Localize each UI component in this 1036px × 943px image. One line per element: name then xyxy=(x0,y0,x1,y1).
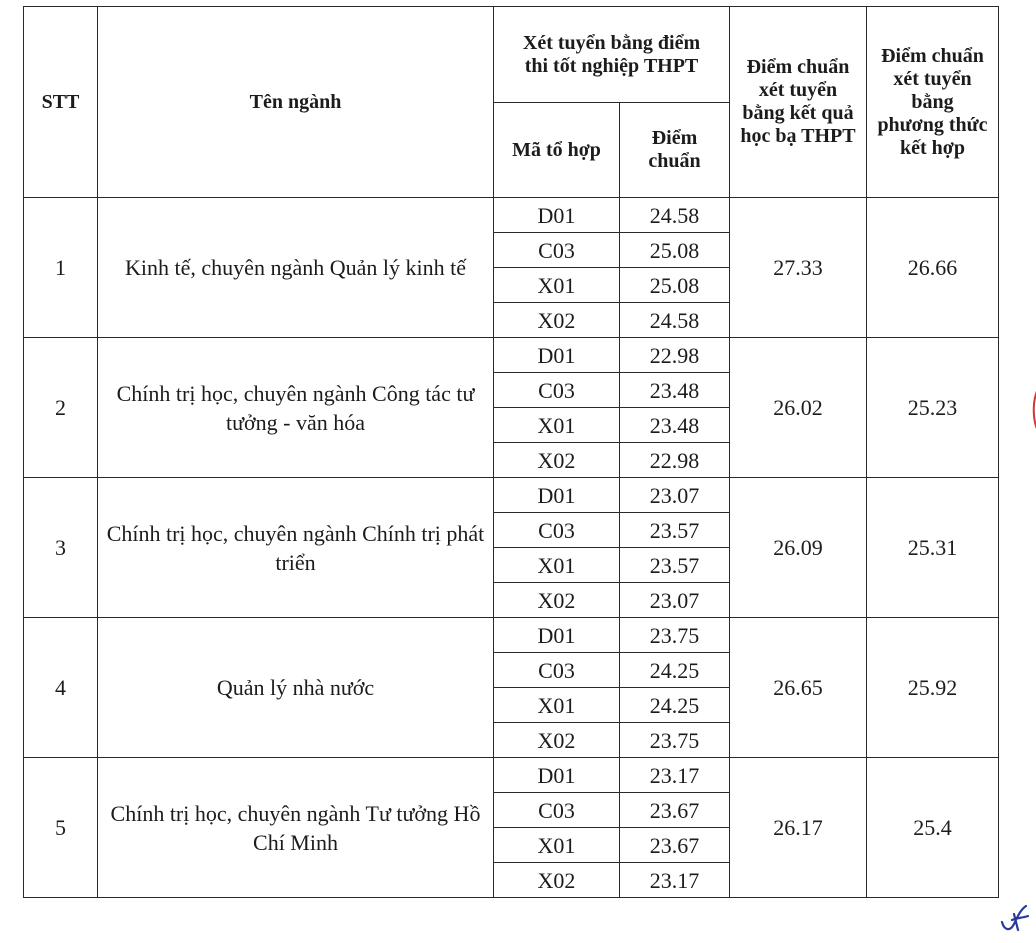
cutoff-score-cell: 23.07 xyxy=(620,583,730,618)
combination-code-cell: X01 xyxy=(494,828,620,863)
combination-code-cell: C03 xyxy=(494,233,620,268)
transcript-cutoff-cell: 26.09 xyxy=(730,478,867,618)
combination-code-cell: D01 xyxy=(494,338,620,373)
combination-code-cell: X01 xyxy=(494,408,620,443)
table-row xyxy=(24,198,999,233)
table-header xyxy=(24,7,999,198)
combination-code-cell: D01 xyxy=(494,478,620,513)
combination-code-cell: X02 xyxy=(494,723,620,758)
combined-cutoff-cell: 25.4 xyxy=(867,758,999,898)
combined-cutoff-cell: 26.66 xyxy=(867,198,999,338)
cutoff-score-cell: 23.17 xyxy=(620,758,730,793)
cutoff-score-cell: 24.25 xyxy=(620,688,730,723)
cutoff-score-cell: 25.08 xyxy=(620,233,730,268)
margin-stamp-edge xyxy=(1028,385,1036,435)
combination-code-cell: X02 xyxy=(494,863,620,898)
combined-cutoff-cell: 25.23 xyxy=(867,338,999,478)
header-major-name: Tên ngành xyxy=(98,7,494,198)
transcript-cutoff-cell: 27.33 xyxy=(730,198,867,338)
stt-cell: 4 xyxy=(24,618,98,758)
cutoff-score-cell: 23.48 xyxy=(620,373,730,408)
major-name-cell: Kinh tế, chuyên ngành Quản lý kinh tế xyxy=(98,198,494,338)
table-row xyxy=(24,618,999,653)
signature-mark xyxy=(996,896,1036,936)
cutoff-score-cell: 23.17 xyxy=(620,863,730,898)
combination-code-cell: C03 xyxy=(494,793,620,828)
cutoff-score-cell: 23.07 xyxy=(620,478,730,513)
cutoff-score-cell: 24.58 xyxy=(620,198,730,233)
header-transcript-cutoff: Điểm chuẩn xét tuyển bằng kết quả học bạ THPT xyxy=(730,7,867,198)
major-name-cell: Chính trị học, chuyên ngành Tư tưởng Hồ Chí Minh xyxy=(98,758,494,898)
combination-code-cell: D01 xyxy=(494,758,620,793)
combination-code-cell: X02 xyxy=(494,303,620,338)
header-cutoff-score: Điểm chuẩn xyxy=(620,103,730,198)
header-row-top xyxy=(24,7,999,103)
combination-code-cell: X01 xyxy=(494,268,620,303)
combination-code-cell: X01 xyxy=(494,548,620,583)
stt-cell: 1 xyxy=(24,198,98,338)
combination-code-cell: C03 xyxy=(494,513,620,548)
combined-cutoff-cell: 25.31 xyxy=(867,478,999,618)
combination-code-cell: D01 xyxy=(494,198,620,233)
stt-cell: 5 xyxy=(24,758,98,898)
cutoff-score-cell: 22.98 xyxy=(620,338,730,373)
cutoff-score-cell: 23.48 xyxy=(620,408,730,443)
combination-code-cell: D01 xyxy=(494,618,620,653)
table-body xyxy=(24,198,999,898)
cutoff-score-cell: 23.75 xyxy=(620,723,730,758)
combined-cutoff-cell: 25.92 xyxy=(867,618,999,758)
stt-cell: 2 xyxy=(24,338,98,478)
header-combined-cutoff: Điểm chuẩn xét tuyển bằng phương thức kết hợp xyxy=(867,7,999,198)
table-row xyxy=(24,338,999,373)
cutoff-score-cell: 23.57 xyxy=(620,548,730,583)
major-name-cell: Quản lý nhà nước xyxy=(98,618,494,758)
admission-score-table xyxy=(23,6,999,898)
major-name-cell: Chính trị học, chuyên ngành Chính trị phát triển xyxy=(98,478,494,618)
combination-code-cell: C03 xyxy=(494,653,620,688)
combination-code-cell: C03 xyxy=(494,373,620,408)
transcript-cutoff-cell: 26.02 xyxy=(730,338,867,478)
cutoff-score-cell: 23.67 xyxy=(620,793,730,828)
stt-cell: 3 xyxy=(24,478,98,618)
table-row xyxy=(24,758,999,793)
header-stt: STT xyxy=(24,7,98,198)
transcript-cutoff-cell: 26.65 xyxy=(730,618,867,758)
cutoff-score-cell: 24.58 xyxy=(620,303,730,338)
combination-code-cell: X01 xyxy=(494,688,620,723)
cutoff-score-cell: 25.08 xyxy=(620,268,730,303)
combination-code-cell: X02 xyxy=(494,583,620,618)
cutoff-score-cell: 23.57 xyxy=(620,513,730,548)
cutoff-score-cell: 23.75 xyxy=(620,618,730,653)
cutoff-score-cell: 22.98 xyxy=(620,443,730,478)
major-name-cell: Chính trị học, chuyên ngành Công tác tư tưởng - văn hóa xyxy=(98,338,494,478)
transcript-cutoff-cell: 26.17 xyxy=(730,758,867,898)
header-combination-code: Mã tổ hợp xyxy=(494,103,620,198)
cutoff-score-cell: 23.67 xyxy=(620,828,730,863)
table-row xyxy=(24,478,999,513)
cutoff-score-cell: 24.25 xyxy=(620,653,730,688)
header-thpt-exam-group: Xét tuyển bằng điểm thi tốt nghiệp THPT xyxy=(494,7,730,103)
combination-code-cell: X02 xyxy=(494,443,620,478)
